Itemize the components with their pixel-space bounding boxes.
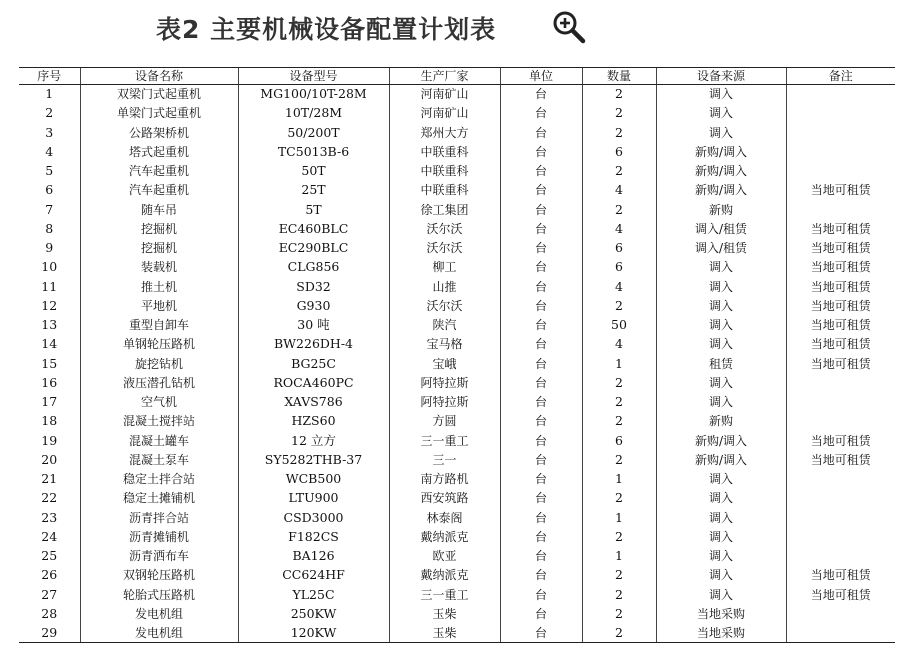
cell-unit: 台: [500, 354, 582, 373]
cell-index: 15: [41, 355, 58, 371]
cell-model: WCB500: [238, 470, 389, 489]
cell-quantity: 2: [582, 123, 656, 142]
cell-remarks: [786, 489, 895, 508]
cell-index: 8: [45, 220, 54, 236]
cell-quantity: 2: [582, 393, 656, 412]
cell-equipment-name: 双钢轮压路机: [80, 566, 238, 585]
cell-equipment-name: 混凝土泵车: [80, 450, 238, 469]
table-row: [19, 296, 895, 315]
cell-quantity: 6: [582, 431, 656, 450]
cell-manufacturer: 玉柴: [389, 604, 500, 623]
cell-equipment-name: 沥青拌合站: [80, 508, 238, 527]
cell-equipment-name: 单钢轮压路机: [80, 335, 238, 354]
cell-source: 新购/调入: [656, 142, 786, 161]
cell-source: 调入: [656, 393, 786, 412]
header-unit: 单位: [500, 68, 582, 85]
cell-model: ROCA460PC: [238, 373, 389, 392]
table-row: [19, 412, 895, 431]
cell-quantity: 2: [582, 566, 656, 585]
cell-remarks: [786, 508, 895, 527]
cell-manufacturer: 三一: [389, 450, 500, 469]
cell-model: EC290BLC: [238, 239, 389, 258]
cell-manufacturer: 戴纳派克: [389, 566, 500, 585]
cell-manufacturer: 方圆: [389, 412, 500, 431]
cell-equipment-name: 挖掘机: [80, 219, 238, 238]
cell-equipment-name: 发电机组: [80, 624, 238, 643]
cell-quantity: 50: [582, 316, 656, 335]
table-body: [19, 85, 895, 643]
cell-quantity: 2: [582, 85, 656, 104]
table-title: 表2 主要机械设备配置计划表: [156, 15, 497, 44]
cell-quantity: 2: [582, 624, 656, 643]
table-row: [19, 527, 895, 546]
cell-equipment-name: 液压潜孔钻机: [80, 373, 238, 392]
table-row: [19, 239, 895, 258]
cell-manufacturer: 中联重科: [389, 142, 500, 161]
table-row: [19, 624, 895, 643]
cell-index: 19: [41, 432, 58, 448]
cell-index: 12: [41, 297, 58, 313]
cell-index: 1: [45, 86, 54, 102]
cell-remarks: 当地可租赁: [786, 181, 895, 200]
cell-unit: 台: [500, 489, 582, 508]
cell-index: 24: [41, 528, 58, 544]
cell-model: YL25C: [238, 585, 389, 604]
cell-source: 当地采购: [656, 624, 786, 643]
cell-index: 13: [41, 317, 58, 333]
cell-index: 21: [41, 471, 58, 487]
cell-remarks: 当地可租赁: [786, 219, 895, 238]
cell-unit: 台: [500, 604, 582, 623]
cell-model: BA126: [238, 547, 389, 566]
cell-equipment-name: 稳定土拌合站: [80, 470, 238, 489]
cell-model: SY5282THB-37: [238, 450, 389, 469]
cell-model: LTU900: [238, 489, 389, 508]
cell-remarks: [786, 604, 895, 623]
cell-source: 调入: [656, 277, 786, 296]
cell-quantity: 1: [582, 547, 656, 566]
cell-unit: 台: [500, 123, 582, 142]
cell-remarks: [786, 393, 895, 412]
header-manufacturer: 生产厂家: [389, 68, 500, 85]
header-source: 设备来源: [656, 68, 786, 85]
cell-remarks: [786, 104, 895, 123]
cell-quantity: 1: [582, 508, 656, 527]
table-row: [19, 393, 895, 412]
cell-manufacturer: 沃尔沃: [389, 239, 500, 258]
cell-unit: 台: [500, 566, 582, 585]
cell-equipment-name: 挖掘机: [80, 239, 238, 258]
cell-index: 6: [45, 182, 54, 198]
cell-unit: 台: [500, 85, 582, 104]
cell-quantity: 6: [582, 258, 656, 277]
cell-remarks: [786, 123, 895, 142]
cell-quantity: 2: [582, 200, 656, 219]
table-row: [19, 277, 895, 296]
cell-model: XAVS786: [238, 393, 389, 412]
cell-remarks: 当地可租赁: [786, 566, 895, 585]
cell-manufacturer: 陕汽: [389, 316, 500, 335]
table-row: [19, 142, 895, 161]
cell-remarks: 当地可租赁: [786, 354, 895, 373]
table-row: [19, 585, 895, 604]
cell-model: CSD3000: [238, 508, 389, 527]
cell-equipment-name: 平地机: [80, 296, 238, 315]
cell-equipment-name: 发电机组: [80, 604, 238, 623]
cell-unit: 台: [500, 585, 582, 604]
table-row: [19, 123, 895, 142]
cell-source: 新购/调入: [656, 181, 786, 200]
cell-model: 50T: [238, 162, 389, 181]
cell-source: 新购: [656, 412, 786, 431]
cell-unit: 台: [500, 219, 582, 238]
cell-source: 新购/调入: [656, 450, 786, 469]
cell-unit: 台: [500, 104, 582, 123]
cell-equipment-name: 随车吊: [80, 200, 238, 219]
cell-quantity: 4: [582, 277, 656, 296]
cell-quantity: 2: [582, 412, 656, 431]
cell-index: 11: [41, 278, 58, 294]
cell-manufacturer: 阿特拉斯: [389, 373, 500, 392]
cell-manufacturer: 郑州大方: [389, 123, 500, 142]
cell-quantity: 2: [582, 489, 656, 508]
cell-equipment-name: 公路架桥机: [80, 123, 238, 142]
cell-unit: 台: [500, 527, 582, 546]
cell-source: 调入: [656, 123, 786, 142]
cell-manufacturer: 宝峨: [389, 354, 500, 373]
table-row: [19, 470, 895, 489]
cell-index: 17: [41, 394, 58, 410]
cell-source: 调入: [656, 489, 786, 508]
cell-source: 新购/调入: [656, 162, 786, 181]
cell-model: 250KW: [238, 604, 389, 623]
cell-remarks: 当地可租赁: [786, 277, 895, 296]
cell-manufacturer: 西安筑路: [389, 489, 500, 508]
cell-model: BW226DH-4: [238, 335, 389, 354]
cell-unit: 台: [500, 335, 582, 354]
cell-manufacturer: 三一重工: [389, 585, 500, 604]
cell-source: 新购: [656, 200, 786, 219]
cell-remarks: 当地可租赁: [786, 431, 895, 450]
cell-model: 50/200T: [238, 123, 389, 142]
cell-model: G930: [238, 296, 389, 315]
header-remarks: 备注: [786, 68, 895, 85]
cell-remarks: 当地可租赁: [786, 335, 895, 354]
cell-index: 29: [19, 624, 80, 643]
cell-remarks: 当地可租赁: [786, 296, 895, 315]
cell-manufacturer: 戴纳派克: [389, 527, 500, 546]
cell-manufacturer: 中联重科: [389, 162, 500, 181]
cell-quantity: 2: [582, 296, 656, 315]
cell-unit: 台: [500, 239, 582, 258]
cell-unit: 台: [500, 547, 582, 566]
cell-equipment-name: 混凝土搅拌站: [80, 412, 238, 431]
cell-source: 调入: [656, 508, 786, 527]
cell-unit: 台: [500, 162, 582, 181]
cell-model: CC624HF: [238, 566, 389, 585]
table-row: [19, 104, 895, 123]
cell-index: 9: [45, 240, 54, 256]
cell-model: 10T/28M: [238, 104, 389, 123]
cell-unit: 台: [500, 373, 582, 392]
cell-unit: 台: [500, 181, 582, 200]
cell-equipment-name: 塔式起重机: [80, 142, 238, 161]
cell-equipment-name: 混凝土罐车: [80, 431, 238, 450]
cell-quantity: 1: [582, 354, 656, 373]
cell-unit: 台: [500, 508, 582, 527]
table-row: [19, 373, 895, 392]
cell-unit: 台: [500, 412, 582, 431]
cell-unit: 台: [500, 393, 582, 412]
cell-quantity: 2: [582, 585, 656, 604]
cell-index: 3: [45, 124, 54, 140]
cell-manufacturer: 山推: [389, 277, 500, 296]
cell-model: 30 吨: [238, 316, 389, 335]
cell-model: 120KW: [238, 624, 389, 643]
cell-unit: 台: [500, 296, 582, 315]
cell-source: 调入: [656, 85, 786, 104]
cell-manufacturer: 阿特拉斯: [389, 393, 500, 412]
table-header-row: [19, 68, 895, 85]
header-index: 序号: [19, 68, 80, 85]
cell-index: 18: [41, 413, 58, 429]
cell-unit: 台: [500, 316, 582, 335]
cell-source: 调入: [656, 566, 786, 585]
cell-quantity: 6: [582, 239, 656, 258]
cell-unit: 台: [500, 142, 582, 161]
cell-remarks: 当地可租赁: [786, 239, 895, 258]
cell-equipment-name: 推土机: [80, 277, 238, 296]
cell-equipment-name: 汽车起重机: [80, 181, 238, 200]
cell-index: 23: [41, 509, 58, 525]
cell-unit: 台: [500, 277, 582, 296]
cell-remarks: 当地可租赁: [786, 258, 895, 277]
cell-source: 当地采购: [656, 604, 786, 623]
cell-model: SD32: [238, 277, 389, 296]
cell-source: 调入: [656, 547, 786, 566]
table-row: [19, 219, 895, 238]
cell-model: 12 立方: [238, 431, 389, 450]
cell-manufacturer: 柳工: [389, 258, 500, 277]
cell-model: TC5013B-6: [238, 142, 389, 161]
header-quantity: 数量: [582, 68, 656, 85]
title-bar: [0, 8, 913, 48]
cell-remarks: [786, 373, 895, 392]
cell-source: 调入: [656, 527, 786, 546]
cell-quantity: 2: [582, 373, 656, 392]
cell-index: 10: [41, 259, 58, 275]
cell-source: 调入: [656, 316, 786, 335]
table-row: [19, 316, 895, 335]
cell-model: F182CS: [238, 527, 389, 546]
table-row: [19, 162, 895, 181]
cell-source: 调入: [656, 470, 786, 489]
cell-source: 调入: [656, 373, 786, 392]
cell-remarks: [786, 412, 895, 431]
cell-remarks: [786, 200, 895, 219]
cell-source: 租赁: [656, 354, 786, 373]
cell-source: 调入/租赁: [656, 239, 786, 258]
cell-manufacturer: 宝马格: [389, 335, 500, 354]
cell-quantity: 6: [582, 142, 656, 161]
cell-source: 调入/租赁: [656, 219, 786, 238]
cell-manufacturer: 中联重科: [389, 181, 500, 200]
cell-source: 调入: [656, 104, 786, 123]
table-row: [19, 258, 895, 277]
cell-manufacturer: 林泰阁: [389, 508, 500, 527]
cell-model: 5T: [238, 200, 389, 219]
cell-equipment-name: 双梁门式起重机: [80, 85, 238, 104]
cell-quantity: 1: [582, 470, 656, 489]
header-model: 设备型号: [238, 68, 389, 85]
table-row: [19, 354, 895, 373]
cell-quantity: 2: [582, 527, 656, 546]
cell-index: 7: [45, 201, 54, 217]
cell-equipment-name: 汽车起重机: [80, 162, 238, 181]
table-row: [19, 547, 895, 566]
cell-model: 25T: [238, 181, 389, 200]
cell-index: 22: [41, 490, 58, 506]
cell-unit: 台: [500, 258, 582, 277]
cell-remarks: [786, 547, 895, 566]
cell-equipment-name: 沥青摊铺机: [80, 527, 238, 546]
cell-remarks: [786, 527, 895, 546]
cell-model: EC460BLC: [238, 219, 389, 238]
cell-unit: 台: [500, 431, 582, 450]
cell-index: 27: [41, 586, 58, 602]
cell-index: 14: [41, 336, 58, 352]
cell-remarks: 当地可租赁: [786, 316, 895, 335]
cell-index: 2: [45, 105, 54, 121]
cell-source: 新购/调入: [656, 431, 786, 450]
table-row: [19, 489, 895, 508]
cell-manufacturer: 沃尔沃: [389, 296, 500, 315]
table-row: [19, 450, 895, 469]
cell-remarks: [786, 162, 895, 181]
cell-equipment-name: 单梁门式起重机: [80, 104, 238, 123]
cell-remarks: [786, 624, 895, 643]
cell-unit: 台: [500, 450, 582, 469]
cell-index: 4: [45, 143, 54, 159]
cell-source: 调入: [656, 585, 786, 604]
cell-remarks: 当地可租赁: [786, 585, 895, 604]
cell-manufacturer: 河南矿山: [389, 85, 500, 104]
cell-quantity: 4: [582, 335, 656, 354]
cell-manufacturer: 玉柴: [389, 624, 500, 643]
cell-source: 调入: [656, 258, 786, 277]
cell-remarks: [786, 470, 895, 489]
cell-equipment-name: 轮胎式压路机: [80, 585, 238, 604]
cell-manufacturer: 欧亚: [389, 547, 500, 566]
table-row: [19, 566, 895, 585]
cell-source: 调入: [656, 296, 786, 315]
cell-equipment-name: 重型自卸车: [80, 316, 238, 335]
cell-index: 16: [41, 374, 58, 390]
cell-quantity: 2: [582, 104, 656, 123]
cell-remarks: [786, 142, 895, 161]
cell-equipment-name: 沥青洒布车: [80, 547, 238, 566]
table-row: [19, 181, 895, 200]
table-row: [19, 200, 895, 219]
cell-manufacturer: 南方路机: [389, 470, 500, 489]
zoom-in-icon[interactable]: [552, 10, 586, 44]
table-row: [19, 431, 895, 450]
equipment-table: [19, 67, 895, 643]
cell-source: 调入: [656, 335, 786, 354]
cell-manufacturer: 沃尔沃: [389, 219, 500, 238]
cell-index: 26: [41, 567, 58, 583]
cell-index: 25: [41, 548, 58, 564]
cell-model: MG100/10T-28M: [238, 85, 389, 104]
cell-remarks: [786, 85, 895, 104]
cell-quantity: 2: [582, 604, 656, 623]
cell-index: 28: [41, 605, 58, 621]
cell-quantity: 2: [582, 450, 656, 469]
cell-unit: 台: [500, 470, 582, 489]
cell-unit: 台: [500, 200, 582, 219]
table-row: [19, 335, 895, 354]
cell-manufacturer: 徐工集团: [389, 200, 500, 219]
header-equipment-name: 设备名称: [80, 68, 238, 85]
cell-quantity: 2: [582, 162, 656, 181]
cell-model: CLG856: [238, 258, 389, 277]
cell-index: 20: [41, 451, 58, 467]
cell-equipment-name: 旋挖钻机: [80, 354, 238, 373]
cell-model: BG25C: [238, 354, 389, 373]
cell-manufacturer: 三一重工: [389, 431, 500, 450]
cell-remarks: 当地可租赁: [786, 450, 895, 469]
cell-quantity: 4: [582, 219, 656, 238]
cell-unit: 台: [500, 624, 582, 643]
cell-model: HZS60: [238, 412, 389, 431]
cell-manufacturer: 河南矿山: [389, 104, 500, 123]
cell-equipment-name: 空气机: [80, 393, 238, 412]
cell-quantity: 4: [582, 181, 656, 200]
table-row: [19, 508, 895, 527]
cell-equipment-name: 稳定土摊铺机: [80, 489, 238, 508]
cell-equipment-name: 装载机: [80, 258, 238, 277]
table-row: [19, 604, 895, 623]
cell-index: 5: [45, 163, 54, 179]
table-row: [19, 85, 895, 104]
